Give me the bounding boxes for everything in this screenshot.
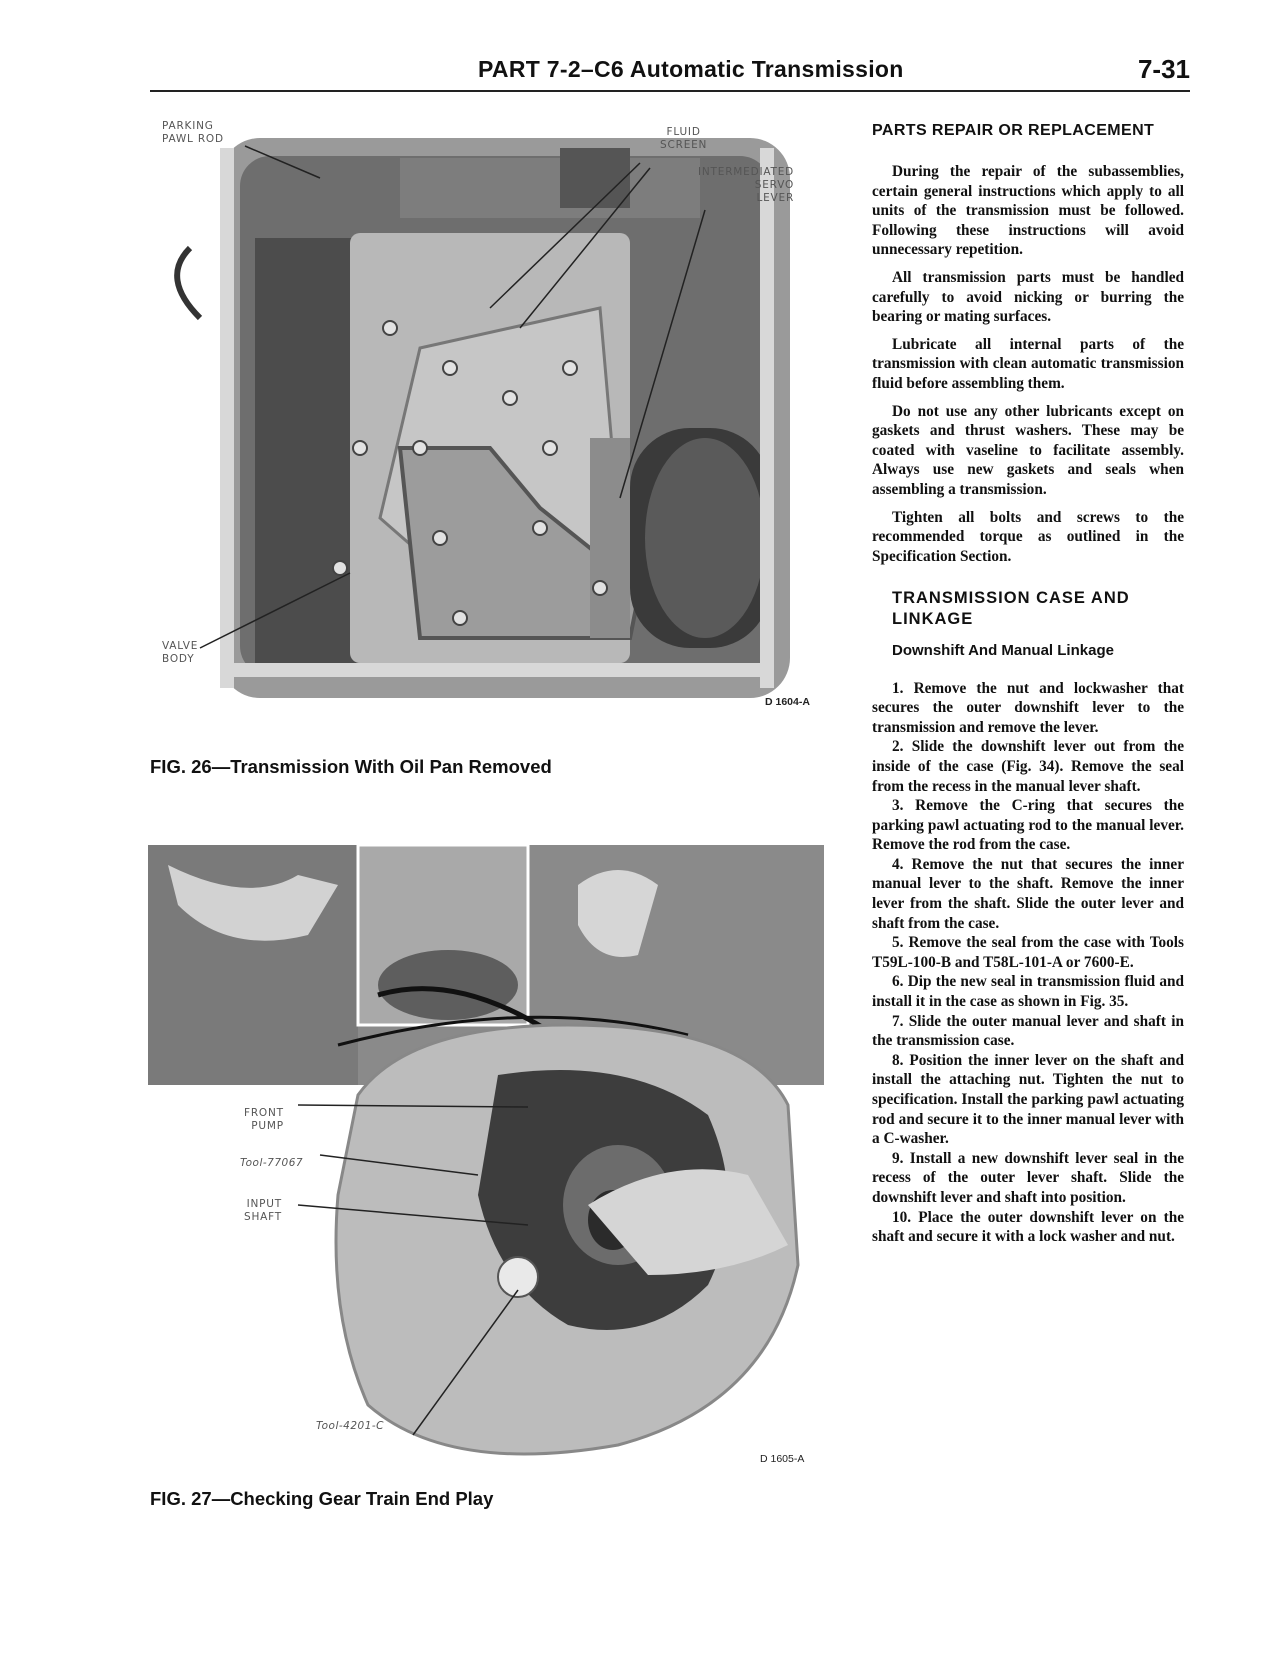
label-tool-77067: Tool-77067: [240, 1157, 304, 1169]
paragraph: All transmission parts must be handled carefully to avoid nicking or burring the bearing or mating surfaces.: [872, 268, 1184, 326]
paragraph: During the repair of the subassemblies, certain general instructions which apply to all units of the transmission must be followed. Following these instructions will avoid unnecessary repetition.: [872, 163, 1184, 259]
subsection-title: Downshift And Manual Linkage: [892, 641, 1114, 659]
step: 8. Position the inner lever on the shaft and install the attaching nut. Tighten the nut to specification. Install the parking pawl actuating rod and secure it to the inner manual lever with a C-washer.: [872, 1051, 1184, 1148]
step: 1. Remove the nut and lockwasher that secures the outer downshift lever to the transmission and remove the lever.: [872, 679, 1184, 736]
page-header: [150, 56, 1190, 92]
section-heading: PARTS REPAIR OR REPLACEMENT: [872, 122, 1155, 139]
step: 7. Slide the outer manual lever and shaft in the transmission case.: [872, 1012, 1184, 1050]
step: 4. Remove the nut that secures the inner manual lever to the shaft. Remove the inner lever from the shaft. Slide the outer lever and shaft from the case.: [872, 855, 1184, 932]
label-input-shaft: INPUT SHAFT: [244, 1198, 283, 1224]
text-column: [872, 122, 1184, 1247]
figure-code: D 1605-A: [760, 1453, 805, 1465]
label-fluid-screen: FLUID SCREEN: [660, 126, 708, 152]
step: 3. Remove the C-ring that secures the parking pawl actuating rod to the manual lever. Remove the rod from the case.: [872, 797, 1184, 854]
label-intermediate-servo-lever: INTERMEDIATED SERVO LEVER: [698, 166, 795, 205]
label-front-pump: FRONT PUMP: [244, 1107, 284, 1133]
section-title: TRANSMISSION CASE AND LINKAGE: [892, 589, 1130, 628]
figure-27-caption: FIG. 27—Checking Gear Train End Play: [150, 1488, 494, 1509]
step: 5. Remove the seal from the case with Tools T59L-100-B and T58L-101-A or 7600-E.: [872, 934, 1184, 971]
step: 6. Dip the new seal in transmission fluid and install it in the case as shown in Fig. 35.: [872, 973, 1184, 1011]
paragraph: Lubricate all internal parts of the transmission with clean automatic transmission fluid before assembling them.: [872, 335, 1184, 392]
page-number: 7-31: [1137, 54, 1190, 84]
label-valve-body: VALVE BODY: [162, 640, 199, 666]
step: 2. Slide the downshift lever out from the inside of the case (Fig. 34). Remove the seal from the recess in the manual lever shaft.: [872, 738, 1184, 795]
figure-26-caption: FIG. 26—Transmission With Oil Pan Removed: [150, 756, 552, 777]
label-parking-pawl-rod: PARKING PAWL ROD: [162, 120, 224, 146]
label-tool-4201c: Tool-4201-C: [316, 1420, 385, 1432]
step: 9. Install a new downshift lever seal in the recess of the outer lever shaft. Slide the downshift lever and shaft into position.: [872, 1149, 1184, 1206]
paragraph: Tighten all bolts and screws to the recommended torque as outlined in the Specification Section.: [872, 508, 1184, 565]
transmission-photo-illustration: [160, 118, 820, 714]
page-title: PART 7-2–C6 Automatic Transmission: [478, 56, 904, 82]
figure-26-photo: [160, 118, 820, 714]
paragraph: Do not use any other lubricants except on gaskets and thrust washers. These may be coated with vaseline to facilitate assembly. Always use new gaskets and seals when assembling a transmission.: [872, 402, 1184, 498]
figure-27-photo: [148, 845, 824, 1477]
figure-code: D 1604-A: [765, 696, 810, 708]
step: 10. Place the outer downshift lever on the shaft and secure it with a lock washer and nut.: [872, 1208, 1184, 1246]
